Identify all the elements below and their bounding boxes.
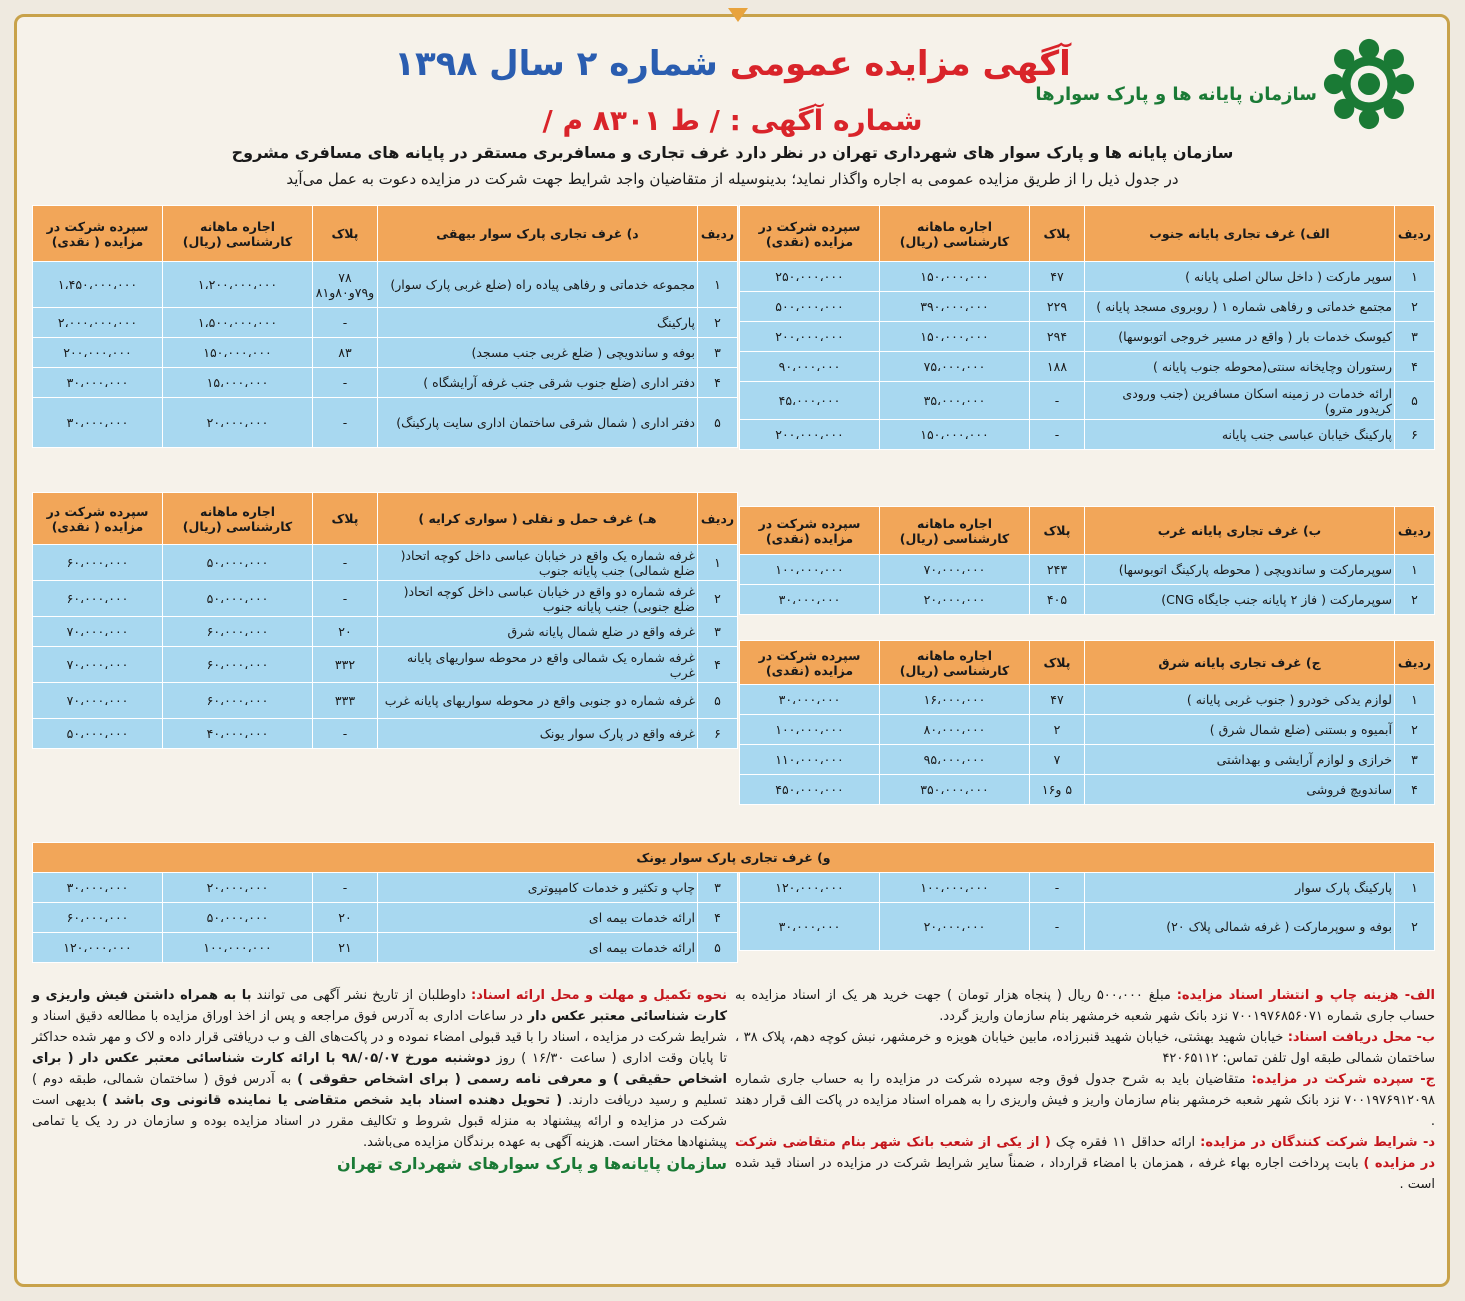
table-cell: ۴۷ [1030, 685, 1085, 715]
table-cell: ۱۲۰،۰۰۰،۰۰۰ [740, 873, 880, 903]
table-cell: مجموعه خدماتی و رفاهی پیاده راه (ضلع غربی پارک سوار) [378, 262, 698, 308]
table-cell: غرفه شماره یک شمالی واقع در محوطه سواریهای پایانه غرب [378, 647, 698, 683]
table-cell: ۶۰،۰۰۰،۰۰۰ [33, 545, 163, 581]
table-cell: ۲ [1395, 292, 1435, 322]
table-cell: ۵ [698, 933, 738, 963]
table-cell: - [313, 581, 378, 617]
table-cell: ۷۰،۰۰۰،۰۰۰ [33, 647, 163, 683]
table-header-cell: اجاره ماهانه کارشناسی (ریال) [880, 206, 1030, 262]
table-header-row [740, 206, 1435, 262]
table-cell: - [1030, 420, 1085, 450]
table-cell: ۱ [1395, 262, 1435, 292]
table-row [740, 262, 1435, 292]
table-vav-title [32, 842, 1435, 873]
table-cell: ساندویچ فروشی [1085, 775, 1395, 805]
table-cell: سوپرمارکت ( فاز ۲ پایانه جنب جایگاه CNG) [1085, 585, 1395, 615]
table-cell: ۳۰،۰۰۰،۰۰۰ [740, 585, 880, 615]
table-row [33, 338, 738, 368]
table-cell: پارکینگ خیابان عباسی جنب پایانه [1085, 420, 1395, 450]
table-header-cell: اجاره ماهانه کارشناسی (ریال) [880, 507, 1030, 555]
table-header-cell: پلاک [1030, 206, 1085, 262]
page-title [30, 44, 1435, 84]
table-row [740, 585, 1435, 615]
table-cell: ۲ [1395, 585, 1435, 615]
table-cell: ۳ [698, 338, 738, 368]
table-row [740, 382, 1435, 420]
table-cell: ۲ [1395, 903, 1435, 951]
table-cell: چاپ و تکثیر و خدمات کامپیوتری [378, 873, 698, 903]
table-cell: ۲ [1395, 715, 1435, 745]
table-cell: ۴ [698, 368, 738, 398]
table-cell: ۵۰۰،۰۰۰،۰۰۰ [740, 292, 880, 322]
table-cell: - [313, 545, 378, 581]
table-row [740, 685, 1435, 715]
table-row [33, 398, 738, 448]
table-cell: ۹۵،۰۰۰،۰۰۰ [880, 745, 1030, 775]
table-cell: ۳۰،۰۰۰،۰۰۰ [740, 685, 880, 715]
table-row [33, 647, 738, 683]
table-cell: ۷۸ و۷۹و۸۰و۸۱ [313, 262, 378, 308]
table-row [740, 903, 1435, 951]
table-cell: ۵ و۱۶ [1030, 775, 1085, 805]
table-header-row [33, 206, 738, 262]
table-header-cell: اجاره ماهانه کارشناسی (ریال) [163, 493, 313, 545]
table-cell: دفتر اداری (ضلع جنوب شرقی جنب غرفه آرایشگاه ) [378, 368, 698, 398]
table-cell: غرفه شماره دو جنوبی واقع در محوطه سواریهای پایانه غرب [378, 683, 698, 719]
table-row [740, 420, 1435, 450]
table-cell: ۶۰،۰۰۰،۰۰۰ [163, 683, 313, 719]
table-cell: - [1030, 903, 1085, 951]
table-header-cell: ب) غرف تجاری پایانه غرب [1085, 507, 1395, 555]
table-cell: ۵۰،۰۰۰،۰۰۰ [163, 903, 313, 933]
table-row [33, 933, 738, 963]
table-row [740, 352, 1435, 382]
table-cell: ۴ [1395, 775, 1435, 805]
table-header-cell: ردیف [698, 206, 738, 262]
table-cell: ۲ [698, 308, 738, 338]
table-cell: ۱۵۰،۰۰۰،۰۰۰ [163, 338, 313, 368]
table-cell: ۵۰،۰۰۰،۰۰۰ [33, 719, 163, 749]
table-cell: ۱۲۰،۰۰۰،۰۰۰ [33, 933, 163, 963]
table-cell: غرفه شماره دو واقع در خیابان عباسی داخل کوچه اتحاد( ضلع جنوبی) جنب پایانه جنوب [378, 581, 698, 617]
table-vav-right [739, 872, 1435, 951]
table-cell: غرفه شماره یک واقع در خیابان عباسی داخل کوچه اتحاد( ضلع شمالی) جنب پایانه جنوب [378, 545, 698, 581]
table-header-row [33, 493, 738, 545]
table-cell: ۴۰۵ [1030, 585, 1085, 615]
table-cell: ۱،۲۰۰،۰۰۰،۰۰۰ [163, 262, 313, 308]
table-row [740, 745, 1435, 775]
table-cell: ۱۱۰،۰۰۰،۰۰۰ [740, 745, 880, 775]
table-header-cell: سپرده شرکت در مزایده ( نقدی) [33, 493, 163, 545]
table-row [33, 262, 738, 308]
table-cell: ۱ [698, 262, 738, 308]
table-cell: ۲۰ [313, 903, 378, 933]
table-row [33, 368, 738, 398]
table-cell: سوپر مارکت ( داخل سالن اصلی پایانه ) [1085, 262, 1395, 292]
table-cell: ۴۷ [1030, 262, 1085, 292]
table-cell: ۱۵۰،۰۰۰،۰۰۰ [880, 420, 1030, 450]
table-cell: - [1030, 873, 1085, 903]
table-cell: ۵ [698, 398, 738, 448]
table-cell: - [313, 719, 378, 749]
table-cell: ۱۵۰،۰۰۰،۰۰۰ [880, 262, 1030, 292]
table-cell: ۴۵۰،۰۰۰،۰۰۰ [740, 775, 880, 805]
table-cell: ۲،۰۰۰،۰۰۰،۰۰۰ [33, 308, 163, 338]
table-cell: ۸۳ [313, 338, 378, 368]
table-cell: ۷۰،۰۰۰،۰۰۰ [33, 617, 163, 647]
table-cell: ۱۰۰،۰۰۰،۰۰۰ [163, 933, 313, 963]
table-cell: ۳ [698, 617, 738, 647]
table-dal [32, 205, 738, 448]
table-jim [739, 640, 1435, 805]
term-dal: د- شرایط شرکت کنندگان در مزایده: ارائه حداقل ۱۱ فقره چک ( از یکی از شعب بانک شهر بنام متقاضی شرکت در مزایده ) بابت پرداخت اجاره بهاء غرفه ، همزمان با امضاء قرارداد ، ضمناً سایر شرایط شرکت در مزایده در اسناد قید شده است . [735, 1135, 1436, 1192]
table-cell: ۱۸۸ [1030, 352, 1085, 382]
table-header-cell: ردیف [698, 493, 738, 545]
table-cell: خرازی و لوازم آرایشی و بهداشتی [1085, 745, 1395, 775]
table-header-cell: د) غرف تجاری پارک سوار بیهقی [378, 206, 698, 262]
table-row [33, 617, 738, 647]
table-row [740, 873, 1435, 903]
table-header-row [740, 507, 1435, 555]
terms-left [32, 985, 727, 1174]
org-name: سازمان پایانه ها و پارک سوارها [1035, 84, 1317, 105]
terms-right [735, 985, 1435, 1195]
table-cell: ۱ [1395, 555, 1435, 585]
table-header-cell: ج) غرف تجاری پایانه شرق [1085, 641, 1395, 685]
table-row [740, 555, 1435, 585]
vav-title: و) غرف تجاری پارک سوار یونک [33, 843, 1435, 873]
table-cell: ارائه خدمات بیمه ای [378, 903, 698, 933]
table-cell: غرفه واقع در ضلع شمال پایانه شرق [378, 617, 698, 647]
table-header-cell: ردیف [1395, 507, 1435, 555]
table-cell: ۷۵،۰۰۰،۰۰۰ [880, 352, 1030, 382]
table-cell: ۱۶،۰۰۰،۰۰۰ [880, 685, 1030, 715]
table-cell: ۳ [698, 873, 738, 903]
table-cell: ۵۰،۰۰۰،۰۰۰ [163, 545, 313, 581]
table-header-cell: پلاک [313, 493, 378, 545]
table-cell: ۳۹۰،۰۰۰،۰۰۰ [880, 292, 1030, 322]
table-cell: ۳۰،۰۰۰،۰۰۰ [740, 903, 880, 951]
table-header-cell: سپرده شرکت در مزایده (نقدی) [740, 641, 880, 685]
table-header-row [740, 641, 1435, 685]
table-cell: ۲۰،۰۰۰،۰۰۰ [880, 585, 1030, 615]
table-cell: - [313, 398, 378, 448]
table-cell: ۱۰۰،۰۰۰،۰۰۰ [880, 873, 1030, 903]
table-cell: بوفه و ساندویچی ( ضلع غربی جنب مسجد) [378, 338, 698, 368]
table-row [33, 545, 738, 581]
table-he [32, 492, 738, 749]
table-cell: ۲۰۰،۰۰۰،۰۰۰ [740, 322, 880, 352]
table-cell: ۱ [698, 545, 738, 581]
table-header-cell: سپرده شرکت در مزایده (نقدی) [740, 206, 880, 262]
table-row [33, 581, 738, 617]
table-cell: ۱۰۰،۰۰۰،۰۰۰ [740, 715, 880, 745]
table-cell: ۲۰،۰۰۰،۰۰۰ [163, 873, 313, 903]
table-cell: آبمیوه و بستنی (ضلع شمال شرق ) [1085, 715, 1395, 745]
table-alef [739, 205, 1435, 450]
table-header-cell: سپرده شرکت در مزایده (نقدی) [740, 507, 880, 555]
table-row [33, 719, 738, 749]
table-cell: ۲ [1030, 715, 1085, 745]
table-cell: ۲۵۰،۰۰۰،۰۰۰ [740, 262, 880, 292]
table-cell: ۱،۵۰۰،۰۰۰،۰۰۰ [163, 308, 313, 338]
table-row [740, 292, 1435, 322]
table-cell: ۹۰،۰۰۰،۰۰۰ [740, 352, 880, 382]
table-cell: ۶۰،۰۰۰،۰۰۰ [163, 647, 313, 683]
table-header-cell: اجاره ماهانه کارشناسی (ریال) [880, 641, 1030, 685]
term-be: ب- محل دریافت اسناد: خیابان شهید بهشتی، خیابان شهید قنبرزاده، مابین خیابان هویزه و خرمشهر، نبش کوچه دهم، پلاک ۳۸ ، ساختمان شمالی طبقه اول تلفن تماس: ۴۲۰۶۵۱۱۲ [735, 1030, 1435, 1066]
table-cell: ارائه خدمات بیمه ای [378, 933, 698, 963]
table-row [33, 873, 738, 903]
table-cell: ۳۰،۰۰۰،۰۰۰ [33, 368, 163, 398]
table-row [33, 683, 738, 719]
table-be [739, 506, 1435, 615]
table-cell: پارکینگ پارک سوار [1085, 873, 1395, 903]
table-cell: ۲۰۰،۰۰۰،۰۰۰ [33, 338, 163, 368]
table-cell: ۲ [698, 581, 738, 617]
table-cell: ۲۰،۰۰۰،۰۰۰ [880, 903, 1030, 951]
title-number: شماره ۲ سال ۱۳۹۸ [394, 44, 718, 84]
table-cell: کیوسک خدمات بار ( واقع در مسیر خروجی اتوبوسها) [1085, 322, 1395, 352]
notice-number: شماره آگهی : / ط ۸۳۰۱ م / [542, 104, 923, 137]
table-header-cell: سپرده شرکت در مزایده ( نقدی) [33, 206, 163, 262]
table-cell: بوفه و سوپرمارکت ( غرفه شمالی پلاک ۲۰) [1085, 903, 1395, 951]
table-cell: - [313, 873, 378, 903]
table-row [740, 775, 1435, 805]
table-cell: ۷۰،۰۰۰،۰۰۰ [33, 683, 163, 719]
table-cell: ۳۳۳ [313, 683, 378, 719]
table-cell: ۶۰،۰۰۰،۰۰۰ [33, 903, 163, 933]
table-cell: ۲۰،۰۰۰،۰۰۰ [163, 398, 313, 448]
intro-line-1: سازمان پایانه ها و پارک سوار های شهرداری تهران در نظر دارد غرف تجاری و مسافربری مستقر در پایانه های مسافری مشروح [231, 143, 1234, 162]
table-cell: ۳۵،۰۰۰،۰۰۰ [880, 382, 1030, 420]
table-header-cell: ردیف [1395, 641, 1435, 685]
table-cell: - [313, 368, 378, 398]
table-header-cell: پلاک [1030, 507, 1085, 555]
table-cell: ۸۰،۰۰۰،۰۰۰ [880, 715, 1030, 745]
table-cell: - [1030, 382, 1085, 420]
table-cell: - [313, 308, 378, 338]
table-header-cell: الف) غرف تجاری پایانه جنوب [1085, 206, 1395, 262]
table-row [33, 308, 738, 338]
table-cell: ۲۲۹ [1030, 292, 1085, 322]
table-vav-left [32, 872, 738, 963]
table-cell: ۵۰،۰۰۰،۰۰۰ [163, 581, 313, 617]
table-cell: سوپرمارکت و ساندویچی ( محوطه پارکینگ اتوبوسها) [1085, 555, 1395, 585]
table-cell: ۳ [1395, 322, 1435, 352]
table-cell: ۴ [1395, 352, 1435, 382]
table-header-cell: پلاک [1030, 641, 1085, 685]
term-alef: الف- هزینه چاپ و انتشار اسناد مزایده: مبلغ ۵۰۰،۰۰۰ ریال ( پنجاه هزار تومان ) جهت خرید هر یک از اسناد مزایده به حساب جاری شماره ۷۰۰۱۹۷۶۸۵۶۰۷۱ نزد بانک شهر شعبه خرمشهر بنام سازمان واریز گردد. [735, 988, 1435, 1024]
table-cell: مجتمع خدماتی و رفاهی شماره ۱ ( روبروی مسجد پایانه ) [1085, 292, 1395, 322]
table-cell: ارائه خدمات در زمینه اسکان مسافرین (جنب ورودی کریدور مترو) [1085, 382, 1395, 420]
table-header-cell: اجاره ماهانه کارشناسی (ریال) [163, 206, 313, 262]
table-row [740, 715, 1435, 745]
table-row [33, 903, 738, 933]
table-cell: ۳۵۰،۰۰۰،۰۰۰ [880, 775, 1030, 805]
table-header-cell: هـ) غرف حمل و نقلی ( سواری کرایه ) [378, 493, 698, 545]
term-submission: نحوه تکمیل و مهلت و محل ارائه اسناد: داوطلبان از تاریخ نشر آگهی می توانند با به همراه داشتن فیش واریزی و کارت شناسائی معتبر عکس دار در ساعات اداری به آدرس فوق مراجعه و پس از اخذ اوراق مزایده با مطالعه دقیق اسناد و شرایط شرکت در مزایده ، اسناد را با قید قبولی امضاء نموده و در پاکت‌های الف و ب دریافتی قرار داده و لاک و مهر شده حداکثر تا پایان وقت اداری ( ساعت ۱۶/۳۰ ) روز دوشنبه مورخ ۹۸/۰۵/۰۷ با ارائه کارت شناسائی معتبر عکس دار ( برای اشخاص حقیقی ) و معرفی نامه رسمی ( برای اشخاص حقوقی ) به آدرس فوق ( ساختمان شمالی، طبقه دوم ) تسلیم و رسید دریافت دارند. ( تحویل دهنده اسناد باید شخص متقاضی یا نماینده قانونی وی باشد ) بدیهی است شرکت در مزایده و ارائه پیشنهاد به منزله قبول شروط و تکالیف مقرر در اسناد مزایده بوده و سازمان در رد یک یا تمامی پیشنهادها مختار است. هزینه آگهی به عهده برندگان مزایده می‌باشد. [32, 988, 728, 1150]
table-cell: ۱۵،۰۰۰،۰۰۰ [163, 368, 313, 398]
table-cell: ۳۰،۰۰۰،۰۰۰ [33, 873, 163, 903]
table-cell: ۶۰،۰۰۰،۰۰۰ [33, 581, 163, 617]
table-cell: ۲۹۴ [1030, 322, 1085, 352]
table-cell: ۱۰۰،۰۰۰،۰۰۰ [740, 555, 880, 585]
header [30, 20, 1435, 137]
table-row [740, 322, 1435, 352]
table-cell: ۶ [698, 719, 738, 749]
table-cell: ۵ [1395, 382, 1435, 420]
table-cell: ۳۰،۰۰۰،۰۰۰ [33, 398, 163, 448]
table-cell: ۶ [1395, 420, 1435, 450]
table-cell: ۲۰۰،۰۰۰،۰۰۰ [740, 420, 880, 450]
table-cell: ۷۰،۰۰۰،۰۰۰ [880, 555, 1030, 585]
table-cell: ۷ [1030, 745, 1085, 775]
table-cell: ۳۳۲ [313, 647, 378, 683]
intro [120, 140, 1345, 192]
table-cell: غرفه واقع در پارک سوار یونک [378, 719, 698, 749]
signature: سازمان پایانه‌ها و پارک سوارهای شهرداری تهران [336, 1154, 727, 1173]
term-jim: ج- سپرده شرکت در مزایده: متقاضیان باید به شرح جدول فوق وجه سپرده شرکت در مزایده را به حساب جاری شماره ۷۰۰۱۹۷۶۹۱۲۰۹۸ نزد بانک شهر شعبه خرمشهر بنام سازمان واریز و فیش واریزی را به همراه اسناد مزایده در پاکت الف قرار دهند . [735, 1072, 1435, 1129]
table-cell: ۴ [698, 647, 738, 683]
table-header-cell: پلاک [313, 206, 378, 262]
title-main: آگهی مزایده عمومی [729, 44, 1071, 84]
table-cell: ۵ [698, 683, 738, 719]
table-cell: پارکینگ [378, 308, 698, 338]
table-cell: ۴۰،۰۰۰،۰۰۰ [163, 719, 313, 749]
table-header-cell: ردیف [1395, 206, 1435, 262]
table-cell: ۲۰ [313, 617, 378, 647]
table-cell: دفتر اداری ( شمال شرقی ساختمان اداری سایت پارکینگ) [378, 398, 698, 448]
table-cell: ۶۰،۰۰۰،۰۰۰ [163, 617, 313, 647]
intro-line-2: در جدول ذیل را از طریق مزایده عمومی به اجاره واگذار نماید؛ بدینوسیله از متقاضیان واجد شرایط جهت شرکت در مزایده دعوت به عمل می‌آید [286, 170, 1179, 188]
table-cell: ۳ [1395, 745, 1435, 775]
table-cell: ۱،۴۵۰،۰۰۰،۰۰۰ [33, 262, 163, 308]
table-cell: رستوران وچایخانه سنتی(محوطه جنوب پایانه ) [1085, 352, 1395, 382]
table-cell: ۱ [1395, 685, 1435, 715]
table-cell: ۱۵۰،۰۰۰،۰۰۰ [880, 322, 1030, 352]
table-cell: ۴۵،۰۰۰،۰۰۰ [740, 382, 880, 420]
table-cell: ۱ [1395, 873, 1435, 903]
table-cell: ۲۴۳ [1030, 555, 1085, 585]
table-cell: ۲۱ [313, 933, 378, 963]
table-cell: ۴ [698, 903, 738, 933]
table-cell: لوازم یدکی خودرو ( جنوب غربی پایانه ) [1085, 685, 1395, 715]
